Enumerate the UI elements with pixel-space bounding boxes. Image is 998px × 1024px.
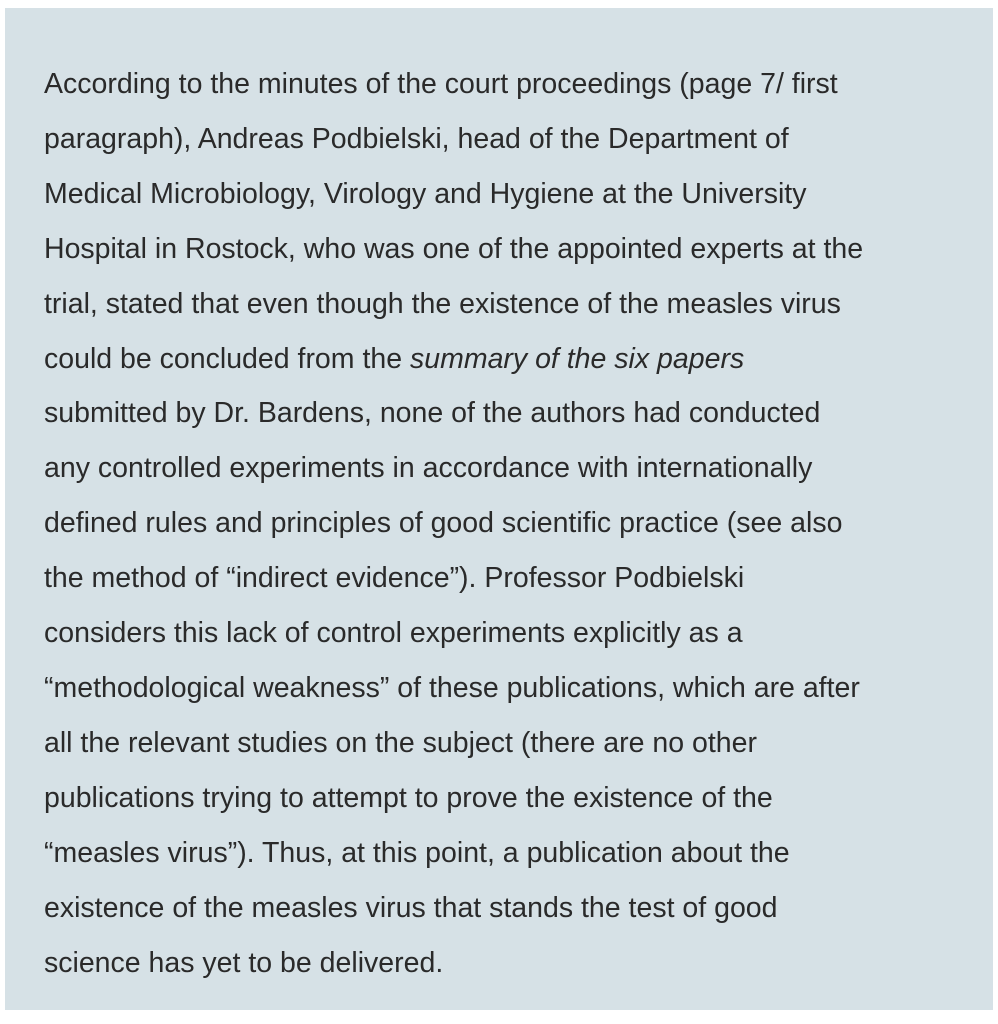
paragraph-line: all the relevant studies on the subject (there are no other [44,726,757,759]
paragraph-line: Hospital in Rostock, who was one of the appointed experts at the [44,232,864,265]
paragraph-line: trial, stated that even though the existence of the measles virus [44,287,841,320]
paragraph-line: According to the minutes of the court proceedings (page 7/ first [44,68,838,100]
paragraph-line: any controlled experiments in accordance with internationally [44,452,813,485]
italic-phrase: summary of the six papers [409,342,745,375]
paragraph-line: defined rules and principles of good scientific practice (see also [44,507,843,540]
paragraph-line: “measles virus”). Thus, at this point, a publication about the [44,836,790,869]
paragraph-line: considers this lack of control experiments explicitly as a [44,617,743,650]
paragraph-line: submitted by Dr. Bardens, none of the authors had conducted [44,397,821,430]
line-text: could be concluded from the [44,342,410,375]
paragraph-line: paragraph), Andreas Podbielski, head of the Department of [44,122,789,155]
paragraph-line: publications trying to attempt to prove the existence of the [44,781,773,814]
paragraph-line: Medical Microbiology, Virology and Hygiene at the University [44,177,807,210]
paragraph-line: existence of the measles virus that stands the test of good [44,891,778,924]
paragraph-line [44,332,979,387]
quote-block [5,8,993,1010]
paragraph-line: the method of “indirect evidence”). Professor Podbielski [44,562,745,595]
quote-paragraph [44,57,979,990]
paragraph-line: science has yet to be delivered. [44,946,444,979]
paragraph-line: “methodological weakness” of these publications, which are after [44,671,860,704]
